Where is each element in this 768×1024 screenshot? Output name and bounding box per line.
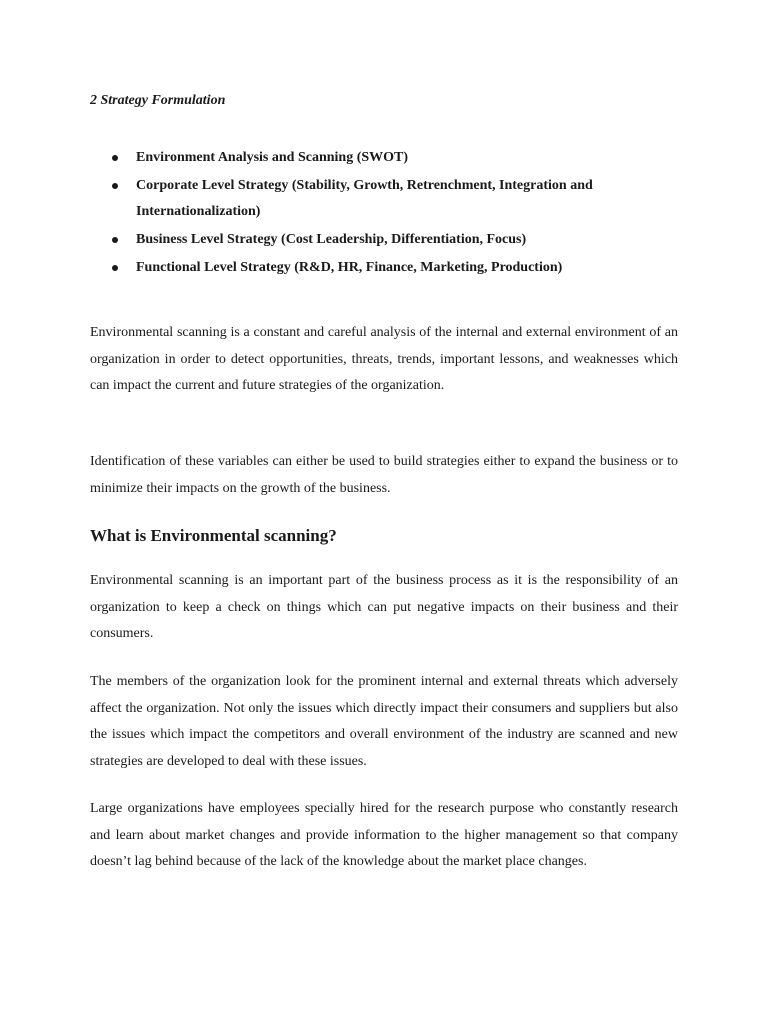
paragraph-variables-identification: Identification of these variables can either be used to build strategies either to expand the business or to minimize their impacts on the growth of the business. [90, 454, 678, 496]
list-item [90, 227, 678, 253]
bullet-dot-icon [112, 237, 118, 243]
list-item-text: Business Level Strategy (Cost Leadership, Differentiation, Focus) [136, 232, 527, 247]
section-title: 2 Strategy Formulation [90, 93, 226, 108]
list-item [90, 145, 678, 171]
strategy-bullet-list [90, 145, 678, 283]
paragraph-environmental-scanning-definition: Environmental scanning is a constant and careful analysis of the internal and external environment of an organization in order to detect opportunities, threats, trends, important lessons, and weaknesses which can impact the current and future strategies of the organization. [90, 325, 678, 393]
question-heading: What is Environmental scanning? [90, 526, 337, 545]
paragraph-large-organizations: Large organizations have employees specially hired for the research purpose who constantly research and learn about market changes and provide information to the higher management so that company doesn’t lag behind because of the lack of the knowledge about the market place changes. [90, 801, 678, 869]
list-item-text: Corporate Level Strategy (Stability, Growth, Retrenchment, Integration and Internationalization) [136, 178, 593, 219]
list-item [90, 255, 678, 281]
list-item [90, 173, 678, 225]
list-item-text: Functional Level Strategy (R&D, HR, Finance, Marketing, Production) [136, 260, 563, 275]
bullet-dot-icon [112, 265, 118, 271]
paragraph-scanning-importance: Environmental scanning is an important part of the business process as it is the responsibility of an organization to keep a check on things which can put negative impacts on their business and their consumers. [90, 573, 678, 641]
list-item-text: Environment Analysis and Scanning (SWOT) [136, 150, 409, 165]
bullet-dot-icon [112, 155, 118, 161]
paragraph-organization-members: The members of the organization look for the prominent internal and external threats which adversely affect the organization. Not only the issues which directly impact their consumers and suppliers but also the issues which impact the competitors and overall environment of the industry are scanned and new strategies are developed to deal with these issues. [90, 674, 678, 769]
bullet-dot-icon [112, 183, 118, 189]
